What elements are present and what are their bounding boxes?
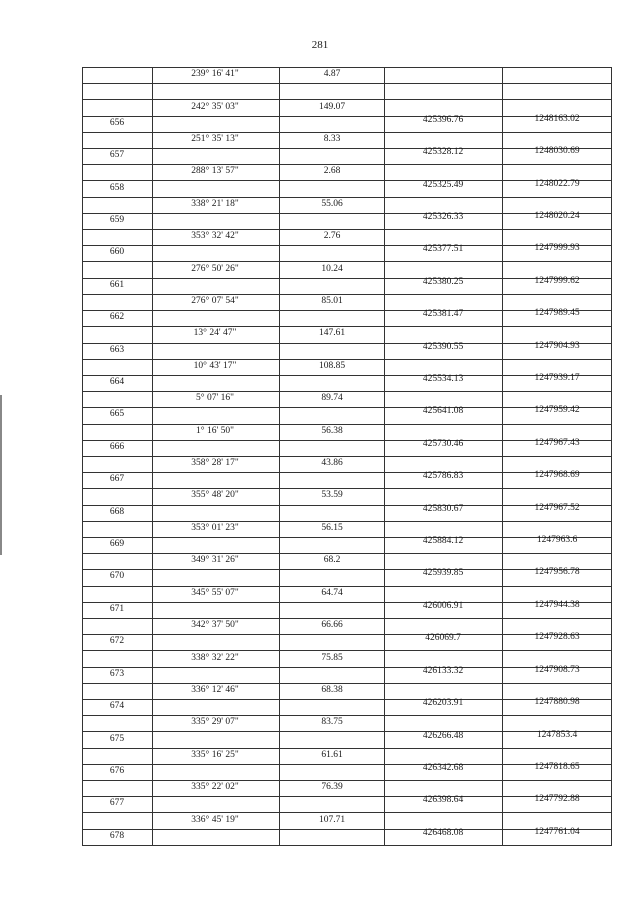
distance-cell: 147.61 [318,328,346,339]
distance-cell: 76.39 [321,782,343,793]
table-rule [82,245,612,246]
easting-cell: 1247904.93 [534,340,580,351]
bearing-cell: 5° 07' 16" [196,393,234,404]
distance-cell: 2.76 [323,231,341,242]
table-rule [82,359,612,360]
table-rule [82,213,612,214]
station-cell: 664 [109,377,125,388]
table-column-rule [82,67,83,845]
easting-cell: 1247967.52 [534,502,580,513]
northing-cell: 426069.7 [425,633,461,644]
table-rule [82,343,612,344]
easting-cell: 1247956.78 [534,567,580,578]
easting-cell: 1247959.42 [534,405,580,416]
easting-cell: 1247989.45 [534,308,580,319]
northing-cell: 426006.91 [422,600,464,611]
northing-cell: 426266.48 [422,730,464,741]
northing-cell: 425939.85 [422,568,464,579]
easting-cell: 1248022.79 [534,178,580,189]
station-cell: 668 [109,506,125,517]
table-rule [82,748,612,749]
bearing-cell: 349° 31' 26" [191,555,239,566]
table-rule [82,407,612,408]
northing-cell: 425534.13 [422,374,464,385]
distance-cell: 43.86 [321,458,343,469]
table-rule [82,326,612,327]
station-cell: 665 [109,409,125,420]
northing-cell: 426133.32 [422,665,464,676]
table-rule [82,375,612,376]
table-rule [82,569,612,570]
table-rule [82,715,612,716]
station-cell: 672 [109,636,125,647]
bearing-cell: 336° 12' 46" [191,684,239,695]
table-column-rule [502,67,503,845]
northing-cell: 426203.91 [422,698,464,709]
table-rule [82,116,612,117]
table-rule [82,731,612,732]
table-rule [82,764,612,765]
table-rule [82,845,612,846]
easting-cell: 1248163.02 [534,113,580,124]
table-rule [82,505,612,506]
table-rule [82,391,612,392]
station-cell: 658 [109,182,125,193]
station-cell: 667 [109,474,125,485]
distance-cell: 56.38 [321,425,343,436]
bearing-cell: 358° 28' 17" [191,458,239,469]
table-rule [82,618,612,619]
bearing-cell: 353° 32' 42" [191,231,239,242]
northing-cell: 425390.55 [422,341,464,352]
easting-cell: 1247939.17 [534,373,580,384]
distance-cell: 85.01 [321,295,343,306]
table-rule [82,586,612,587]
easting-cell: 1247928.63 [534,632,580,643]
distance-cell: 55.06 [321,198,343,209]
bearing-cell: 239° 16' 41" [191,69,239,80]
station-cell: 677 [109,798,125,809]
distance-cell: 107.71 [318,814,346,825]
distance-cell: 4.87 [323,69,341,80]
table-rule [82,683,612,684]
station-cell: 666 [109,441,125,452]
easting-cell: 1247761.04 [534,826,580,837]
bearing-cell: 288° 13' 57" [191,166,239,177]
northing-cell: 425381.47 [422,309,464,320]
table-rule [82,537,612,538]
bearing-cell: 355° 48' 20" [191,490,239,501]
easting-cell: 1247880.98 [534,697,580,708]
bearing-cell: 242° 35' 03" [191,101,239,112]
distance-cell: 2.68 [323,166,341,177]
bearing-cell: 335° 22' 02" [191,782,239,793]
station-cell: 656 [109,117,125,128]
table-rule [82,829,612,830]
table-rule [82,667,612,668]
table-column-rule [279,67,280,845]
easting-cell: 1247818.65 [534,761,580,772]
northing-cell: 425325.49 [422,179,464,190]
northing-cell: 425786.83 [422,471,464,482]
table-rule [82,650,612,651]
station-cell: 661 [109,279,125,290]
table-rule [82,164,612,165]
table-rule [82,424,612,425]
easting-cell: 1248030.69 [534,146,580,157]
station-cell: 676 [109,765,125,776]
scan-edge-mark [0,395,2,555]
station-cell: 675 [109,733,125,744]
table-rule [82,796,612,797]
easting-cell: 1247963.6 [536,535,578,546]
northing-cell: 425380.25 [422,276,464,287]
bearing-cell: 338° 21' 18" [191,198,239,209]
table-rule [82,699,612,700]
distance-cell: 61.61 [321,749,343,760]
bearing-cell: 251° 35' 13" [191,133,239,144]
table-rule [82,780,612,781]
distance-cell: 149.07 [318,101,346,112]
easting-cell: 1247908.73 [534,664,580,675]
distance-cell: 83.75 [321,717,343,728]
station-cell: 673 [109,668,125,679]
table-rule [82,197,612,198]
table-column-rule [611,67,612,845]
distance-cell: 68.38 [321,684,343,695]
northing-cell: 425326.33 [422,211,464,222]
northing-cell: 425730.46 [422,438,464,449]
table-rule [82,472,612,473]
station-cell: 671 [109,603,125,614]
table-rule [82,261,612,262]
easting-cell: 1247944.38 [534,599,580,610]
table-rule [82,602,612,603]
station-cell: 663 [109,344,125,355]
bearing-cell: 345° 55' 07" [191,587,239,598]
table-column-rule [384,67,385,845]
table-rule [82,278,612,279]
easting-cell: 1247967.43 [534,437,580,448]
station-cell: 670 [109,571,125,582]
distance-cell: 66.66 [321,620,343,631]
table-rule [82,99,612,100]
northing-cell: 425884.12 [422,536,464,547]
distance-cell: 8.33 [323,133,341,144]
easting-cell: 1248020.24 [534,210,580,221]
page-number: 281 [311,39,329,51]
easting-cell: 1247999.93 [534,243,580,254]
table-rule [82,294,612,295]
table-rule [82,488,612,489]
bearing-cell: 276° 07' 54" [191,295,239,306]
distance-cell: 75.85 [321,652,343,663]
easting-cell: 1247999.62 [534,275,580,286]
station-cell: 659 [109,214,125,225]
easting-cell: 1247792.88 [534,794,580,805]
table-rule [82,229,612,230]
table-rule [82,67,612,68]
distance-cell: 53.59 [321,490,343,501]
table-rule [82,521,612,522]
table-rule [82,440,612,441]
northing-cell: 425641.08 [422,406,464,417]
distance-cell: 10.24 [321,263,343,274]
distance-cell: 89.74 [321,393,343,404]
easting-cell: 1247853.4 [536,729,578,740]
station-cell: 657 [109,150,125,161]
northing-cell: 425830.67 [422,503,464,514]
northing-cell: 425377.51 [422,244,464,255]
northing-cell: 425396.76 [422,114,464,125]
table-rule [82,148,612,149]
station-cell: 660 [109,247,125,258]
station-cell: 669 [109,539,125,550]
table-rule [82,456,612,457]
bearing-cell: 335° 16' 25" [191,749,239,760]
bearing-cell: 10° 43' 17" [193,360,237,371]
table-rule [82,132,612,133]
station-cell: 678 [109,830,125,841]
bearing-cell: 336° 45' 19" [191,814,239,825]
bearing-cell: 338° 32' 22" [191,652,239,663]
survey-coordinates-table [82,67,612,853]
distance-cell: 108.85 [318,360,346,371]
table-column-rule [152,67,153,845]
northing-cell: 426468.08 [422,827,464,838]
northing-cell: 426398.64 [422,795,464,806]
table-rule [82,553,612,554]
bearing-cell: 13° 24' 47" [193,328,237,339]
easting-cell: 1247968.69 [534,470,580,481]
bearing-cell: 335° 29' 07" [191,717,239,728]
bearing-cell: 276° 50' 26" [191,263,239,274]
table-rule [82,83,612,84]
bearing-cell: 353° 01' 23" [191,522,239,533]
distance-cell: 64.74 [321,587,343,598]
northing-cell: 425328.12 [422,147,464,158]
station-cell: 674 [109,701,125,712]
distance-cell: 56.15 [321,522,343,533]
bearing-cell: 342° 37' 50" [191,620,239,631]
distance-cell: 68.2 [323,555,341,566]
station-cell: 662 [109,312,125,323]
table-rule [82,634,612,635]
bearing-cell: 1° 16' 50" [196,425,234,436]
northing-cell: 426342.68 [422,762,464,773]
table-rule [82,310,612,311]
table-rule [82,812,612,813]
table-rule [82,180,612,181]
